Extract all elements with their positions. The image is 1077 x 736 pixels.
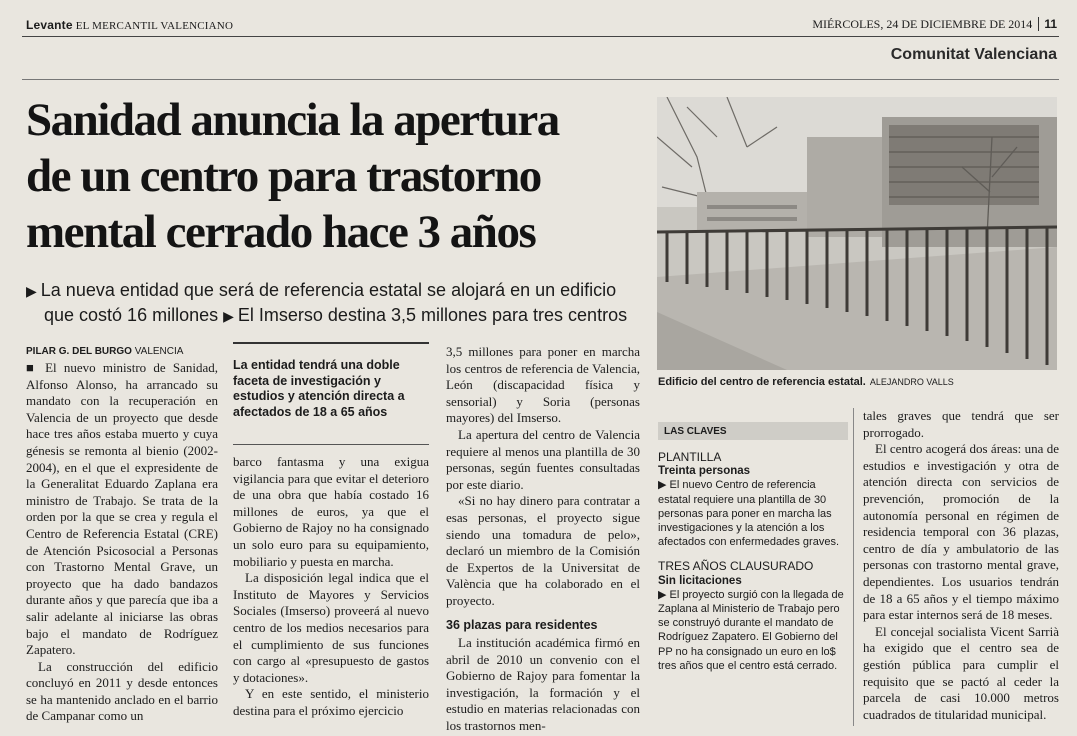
article-column-3 bbox=[446, 344, 640, 735]
photo-credit: ALEJANDRO VALLS bbox=[869, 377, 954, 387]
masthead-right bbox=[812, 17, 1057, 32]
paragraph-text: El nuevo ministro de Sanidad, Alfonso Alonso, ha arrancado su mandato con la recuperación en Valencia de un proyecto que desde hace tres años estaba muerto y cuya génesis se remonta al bienio (2002-2004), en el que el expresidente de la Generalitat Eduardo Zaplana era ministro de Trabajo. Se trata de la orden por la que se crea y regula el Centro de Referencia Estatal (CRE) de Atención Psicosocial a Personas con Trastorno Mental Grave, un proyecto que ha dado bandazos durante años y que parecía que iba a salir adelante al iniciarse las obras bajo el mandato de Rodríguez Zapatero. bbox=[26, 360, 219, 658]
paragraph: La disposición legal indica que el Instituto de Mayores y Servicios Sociales (Imserso) proveerá al nuevo centro de los medios necesarios para el cumplimiento de sus funciones con cargo al «presupuesto de gastos y dotaciones». bbox=[233, 570, 429, 685]
clave-subheading: Treinta personas bbox=[658, 465, 751, 478]
caption-text: Edificio del centro de referencia estatal. bbox=[658, 376, 866, 388]
building-photo-illustration bbox=[657, 97, 1057, 370]
clave-text: El proyecto surgió con la llegada de Zaplana al Ministerio de Trabajo pero se construyó durante el mandato de Rodríguez Zapatero. El Gobierno del PP no ha consignado un euro en lo$ tres años que el centro está cerrado. bbox=[658, 588, 844, 672]
clave-heading: PLANTILLA bbox=[658, 450, 722, 464]
article-column-1 bbox=[26, 360, 218, 725]
paragraph: 3,5 millones para poner en marcha los centros de referencia de Valencia, León (discapacidad física y sensorial) y Soria (personas mayores) del Imserso. bbox=[446, 344, 640, 426]
section-title: Comunitat Valenciana bbox=[890, 46, 1057, 63]
building-photo bbox=[657, 97, 1057, 370]
triangle-bullet-icon: ▶ bbox=[658, 479, 670, 492]
claves-tag-label: LAS CLAVES bbox=[664, 426, 727, 437]
triangle-bullet-icon: ▶ bbox=[658, 588, 670, 601]
headline-line: de un centro para trastorno bbox=[26, 150, 541, 202]
highlight-box-rule bbox=[233, 444, 429, 445]
paper-name: EL MERCANTIL VALENCIANO bbox=[75, 20, 234, 32]
dateline-city: VALENCIA bbox=[134, 346, 184, 357]
highlight-box: La entidad tendrá una doble faceta de investigación y estudios y atención directa a afectados de 18 a 65 años bbox=[233, 342, 429, 420]
issue-date: MIÉRCOLES, 24 DE DICIEMBRE DE 2014 bbox=[812, 17, 1033, 31]
masthead-left bbox=[26, 18, 233, 32]
paragraph: La institución académica firmó en abril de 2010 un convenio con el Gobierno de Rajoy para fomentar la investigación, la formación y el estudio en materias relacionadas con los trastornos men- bbox=[446, 635, 640, 734]
section-rule bbox=[22, 79, 1059, 80]
paragraph: barco fantasma y una exigua vigilancia para que evitar el deterioro de una obra que había costado 16 millones de euros, ya que el Gobierno de Rajoy no ha consignado un solo euro para su equipamiento, mobiliario y puesta en marcha. bbox=[233, 454, 429, 569]
claves-tag bbox=[658, 422, 848, 440]
triangle-bullet-icon: ▶ bbox=[26, 283, 37, 299]
clave-item bbox=[658, 559, 848, 673]
subhead-line1: La nueva entidad que será de referencia estatal se alojará en un edificio bbox=[40, 280, 617, 300]
headline-line: Sanidad anuncia la apertura bbox=[26, 94, 559, 146]
claves-sidebar bbox=[658, 446, 848, 683]
subhead-line2b: El Imserso destina 3,5 millones para tres centros bbox=[237, 305, 628, 325]
article-column-2 bbox=[233, 454, 429, 720]
clave-item bbox=[658, 450, 848, 549]
paragraph: El concejal socialista Vicent Sarrià ha exigido que el centro sea de gestión pública para cumplir el requisito que se pactó al ceder la parcela de casi 10.000 metros cuadrados de titularidad municipal. bbox=[863, 623, 1059, 722]
paragraph: «Si no hay dinero para contratar a esas personas, el proyecto sigue siendo una tomadura de pelo», declaró un miembro de la Comisión de Expertos de la Universitat de València que ha colaborado en el proyecto. bbox=[446, 493, 640, 608]
triangle-bullet-icon: ▶ bbox=[223, 308, 234, 324]
subsection-title: 36 plazas para residentes bbox=[446, 617, 598, 632]
paragraph: La construcción del edificio concluyó en 2011 y desde entonces se ha mantenido anclado en el barrio de Campanar como un bbox=[26, 658, 218, 724]
paragraph: El centro acogerá dos áreas: una de estudios e investigación y otra de atención directa con servicios de prevención, promoción de la autonomía personal en régimen de residencia temporal con 36 plazas, centro de día y ambulatorio de las personas con trastorno mental grave, dependientes. Los usuarios tendrán de 18 a 65 años y el tiempo máximo para estar internos será de 18 meses. bbox=[863, 441, 1059, 623]
headline bbox=[26, 92, 646, 260]
subheadline bbox=[26, 278, 651, 328]
header-rule bbox=[22, 36, 1059, 37]
square-bullet-icon: ■ bbox=[26, 360, 38, 375]
paragraph: La apertura del centro de Valencia requiere al menos una plantilla de 30 personas, según fuentes consultadas por este diario. bbox=[446, 426, 640, 492]
subhead-line2a: que costó 16 millones bbox=[44, 305, 219, 325]
byline bbox=[26, 346, 183, 357]
clave-subheading: Sin licitaciones bbox=[658, 574, 742, 587]
article-column-5 bbox=[863, 408, 1059, 723]
paragraph: Y en este sentido, el ministerio destina para el próximo ejercicio bbox=[233, 686, 429, 718]
column-divider bbox=[853, 408, 854, 726]
clave-text: El nuevo Centro de referencia estatal requiere una plantilla de 30 personas para poner en marcha las investigaciones y la atención a los afectados con enfermedades graves. bbox=[658, 479, 840, 549]
author: PILAR G. DEL BURGO bbox=[26, 346, 132, 357]
brand-name: Levante bbox=[26, 18, 73, 32]
paragraph: tales graves que tendrá que ser prorrogado. bbox=[863, 408, 1059, 440]
photo-caption bbox=[658, 376, 954, 388]
page-number: 11 bbox=[1038, 17, 1057, 31]
headline-line: mental cerrado hace 3 años bbox=[26, 206, 536, 258]
clave-heading: TRES AÑOS CLAUSURADO bbox=[658, 559, 814, 574]
paragraph bbox=[26, 360, 218, 659]
